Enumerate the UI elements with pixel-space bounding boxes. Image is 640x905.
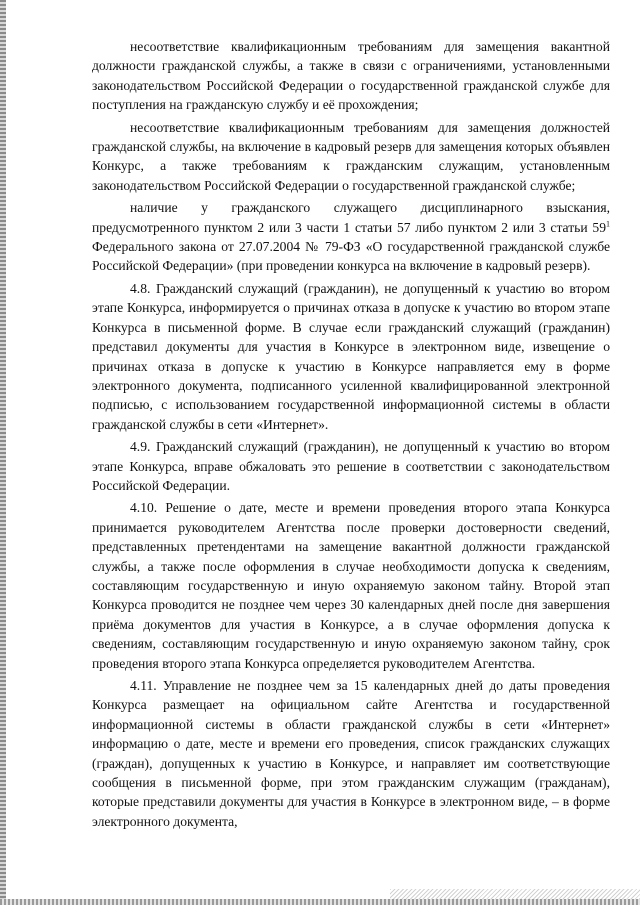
scan-bottom-edge [0, 899, 640, 905]
paragraph-4-8: 4.8. Гражданский служащий (гражданин), не допущенный к участию во втором этапе Конкурса, информируется о причинах отказа в допуске к участию во втором этапе Конкурса в письменной форме. В случае если гражданский служащий (гражданин) представил документы для участия в Конкурсе в электронном виде, извещение о причинах отказа в допуске к участию в Конкурсе направляется ему в форме электронного документа, подписанного усиленной квалифицированной электронной подписью, с использованием государственной информационной системы в области гражданской службы в сети «Интернет». [92, 280, 610, 432]
paragraph-4-10: 4.10. Решение о дате, месте и времени проведения второго этапа Конкурса принимается руководителем Агентства после проверки достоверности сведений, представленных претендентами на замещение вакантной должности гражданской службы, а также после оформления в случае необходимости допуска к сведениям, составляющим государственную и иную охраняемую законом тайну. Второй этап Конкурса проводится не позднее чем через 30 календарных дней после дня завершения приёма документов для участия в Конкурсе, а в случае оформления допуска к сведениям, составляющим государственную и иную охраняемую законом тайну, срок проведения второго этапа Конкурса определяется руководителем Агентства. [92, 500, 610, 671]
scan-corner-artifact [390, 889, 640, 899]
paragraph-text-part: наличие у гражданского служащего дисциплинарного взыскания, предусмотренного пунктом 2 или 3 части 1 статьи 57 либо пунктом 2 или 3 статьи 59 [92, 200, 610, 235]
paragraph-qualification-mismatch-reserve: несоответствие квалификационным требованиям для замещения должностей гражданской службы, на включение в кадровый резерв для замещения которых объявлен Конкурс, а также требованиям к гражданским служащим, установленным законодательством Российской Федерации о государственной гражданской службе; [92, 119, 610, 193]
paragraph-text-part: Федерального закона от 27.07.2004 № 79-ФЗ «О государственной гражданской службе Российской Федерации» (при проведении конкурса на включение в кадровый резерв). [92, 239, 610, 274]
paragraph-4-9: 4.9. Гражданский служащий (гражданин), не допущенный к участию во втором этапе Конкурса, вправе обжаловать это решение в соответствии с законодательством Российской Федерации. [92, 439, 610, 493]
scan-left-edge [0, 0, 6, 905]
superscript: 1 [606, 219, 610, 229]
document-page [92, 37, 610, 834]
paragraph-4-11: 4.11. Управление не позднее чем за 15 календарных дней до даты проведения Конкурса размещает на официальном сайте Агентства и государственной информационной системы в области гражданской службы в сети «Интернет» информацию о дате, месте и времени его проведения, список гражданских служащих (граждан), допущенных к участию в Конкурсе, и направляет им соответствующие сообщения в письменной форме, при этом гражданским служащим (гражданам), которые представили документы для участия в Конкурсе в электронном виде, – в форме электронного документа, [92, 678, 610, 829]
paragraph-qualification-mismatch-vacancy: несоответствие квалификационным требованиям для замещения вакантной должности гражданской службы, а также в связи с ограничениями, установленными законодательством Российской Федерации о государственной гражданской службе для поступления на гражданскую службу и её прохождения; [92, 39, 610, 113]
paragraph-disciplinary-penalty [92, 198, 610, 276]
